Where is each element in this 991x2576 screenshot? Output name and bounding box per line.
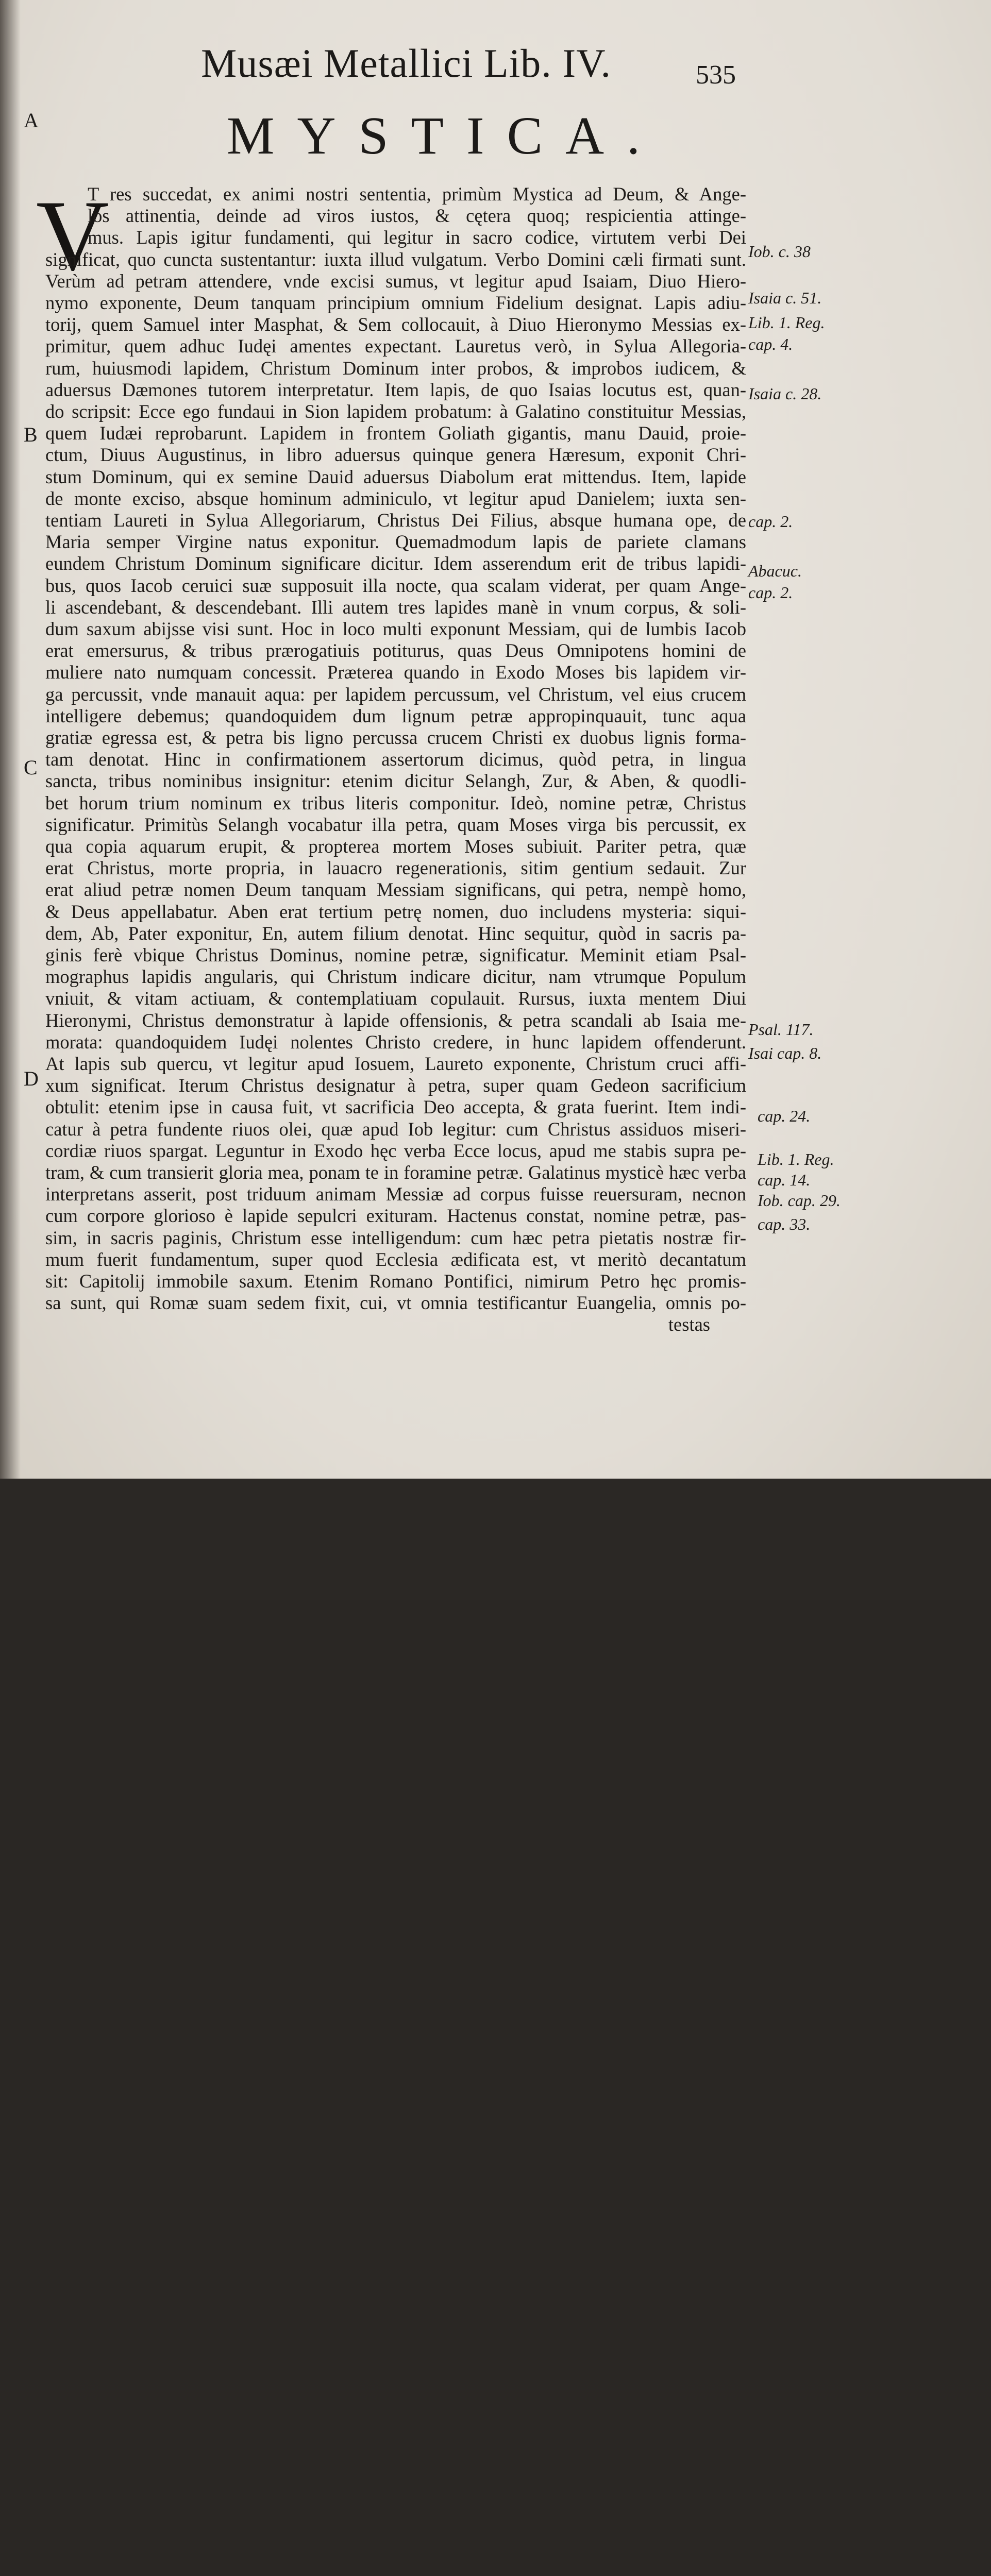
marginal-note: Iob. cap. 29. <box>758 1191 841 1210</box>
text-line: T res succedat, ex animi nostri sententia, primùm Mystica ad Deum, & Ange- <box>88 183 746 205</box>
text-line: Maria semper Virgine natus exponitur. Quemadmodum lapis de pariete clamans <box>45 531 746 553</box>
text-line: tentiam Laureti in Sylua Allegoriarum, Christus Dei Filius, absque humana ope, de <box>45 510 746 531</box>
marginal-note: Isaia c. 51. <box>748 289 822 307</box>
text-line: nymo exponente, Deum tanquam principium omnium Fidelium designat. Lapis adiu- <box>45 292 746 313</box>
text-line: bet horum trium nominum ex tribus literis componitur. Ideò, nomine petræ, Christus <box>45 792 746 814</box>
text-line: primitur, quem adhuc Iudęi amentes expectant. Lauretus verò, in Sylua Allegoria- <box>45 335 746 357</box>
text-line: sit: Capitolij immobile saxum. Etenim Romano Pontifici, nimirum Petro hęc promis- <box>45 1270 746 1292</box>
margin-letter-d: D <box>24 1067 39 1090</box>
text-line: sa sunt, qui Romæ suam sedem fixit, cui, vt omnia testificantur Euangelia, omnis po- <box>45 1292 746 1314</box>
footer-bar <box>0 1479 991 1600</box>
page-number: 535 <box>696 60 736 90</box>
text-line: stum Dominum, qui ex semine Dauid aduersus Diabolum erat mittendus. Item, lapide <box>45 466 746 487</box>
text-line: vniuit, & vitam actiuam, & contemplatiuam copulauit. Rursus, iuxta mentem Diui <box>45 988 746 1009</box>
text-line: qua copia aquarum erupit, & propterea mortem Moses subiuit. Pariter petra, quæ <box>45 836 746 857</box>
marginal-note: cap. 2. <box>748 583 793 602</box>
text-line: mum fuerit fundamentum, super quod Ecclesia ædificata est, vt meritò decantatum <box>45 1248 746 1270</box>
marginal-note: Psal. 117. <box>748 1020 814 1039</box>
text-line: & Deus appellabatur. Aben erat tertium petrę nomen, duo includens mysteria: siqui- <box>45 901 746 922</box>
text-line: ginis ferè vbique Christus Dominus, nomine petræ, significatur. Meminit etiam Psal- <box>45 944 746 965</box>
text-line: aduersus Dæmones tutorem interpretatur. Item lapis, de quo Isaias locutus est, quan- <box>45 379 746 400</box>
text-line: ga percussit, vnde manauit aqua: per lapidem percussum, vel Christum, vel eius crucem <box>45 683 746 705</box>
running-head: Musæi Metallici Lib. IV. <box>201 41 612 86</box>
marginal-note: Lib. 1. Reg. <box>758 1150 834 1168</box>
text-line: significatur. Primitùs Selangh vocabatur illa petra, quam Moses virga bis percussit, ex <box>45 814 746 835</box>
text-line: morata: quandoquidem Iudęi nolentes Christo credere, in hunc lapidem offenderunt. <box>45 1031 746 1053</box>
text-line: catur à petra fundente riuos olei, quæ apud Iob legitur: cum Christus assiduos miseri- <box>45 1118 746 1140</box>
text-line: intelligere debemus; quandoquidem dum lignum petræ appropinquauit, tunc aqua <box>45 705 746 726</box>
text-line: quem Iudæi reprobarunt. Lapidem in frontem Goliath gigantis, manu Dauid, proie- <box>45 422 746 444</box>
text-line: cum corpore glorioso è lapide sepulcri exituram. Hactenus constat, nomine petræ, pas- <box>45 1205 746 1227</box>
marginal-note: cap. 33. <box>758 1215 811 1233</box>
text-line: eundem Christum Dominum significare dicitur. Idem asserendum erit de tribus lapidi- <box>45 553 746 574</box>
text-line: ctum, Diuus Augustinus, in libro aduersus quinque genera Hæresum, exponit Chri- <box>45 444 746 466</box>
text-line: Hieronymi, Christus demonstratur à lapide offensionis, & petra scandali ab Isaia me- <box>45 1009 746 1031</box>
text-line: li ascendebant, & descendebant. Illi autem tres lapides manè in vnum corpus, & soli- <box>45 596 746 618</box>
marginal-note: Lib. 1. Reg. <box>748 313 825 332</box>
text-line: obtulit: etenim ipse in causa fuit, vt sacrificia Deo accepta, & grata fuerint. Item indi- <box>45 1096 746 1118</box>
drop-cap: V <box>36 180 109 292</box>
text-line: cordiæ riuos spargat. Leguntur in Exodo hęc verba Ecce locus, apud me stabis supra pe- <box>45 1140 746 1161</box>
text-line: testas <box>668 1314 710 1335</box>
text-line: los attinentia, deinde ad viros iustos, & cętera quoq; respicientia attinge- <box>88 205 746 227</box>
text-line: de monte exciso, absque hominum adminiculo, vt legitur apud Danielem; iuxta sen- <box>45 487 746 509</box>
text-line: significat, quo cuncta sustentantur: iuxta illud vulgatum. Verbo Domini cæli firmati sunt. <box>45 248 746 270</box>
text-line: sancta, tribus nominibus insignitur: etenim dicitur Selangh, Zur, & Aben, & quodli- <box>45 770 746 792</box>
text-line: gratiæ egressa est, & petra bis ligno percussa crucem Christi ex duobus lignis forma- <box>45 727 746 748</box>
text-line: do scripsit: Ecce ego fundaui in Sion lapidem probatum: à Galatino constituitur Messias, <box>45 401 746 422</box>
margin-letter-c: C <box>24 756 38 779</box>
marginal-note: cap. 2. <box>748 512 793 531</box>
text-line: sim, in sacris paginis, Christum esse intelligendum: cum hæc petra pietatis nostræ fir- <box>45 1227 746 1248</box>
text-line: muliere nato numquam concessit. Præterea quando in Exodo Moses bis lapidem vir- <box>45 662 746 683</box>
section-title: MYSTICA. <box>227 106 663 165</box>
text-line: tam denotat. Hinc in confirmationem assertorum dicimus, quòd petra, in lingua <box>45 749 746 770</box>
text-line: bus, quos Iacob ceruici suæ supposuit illa nocte, qua scalam viderat, per quam Ange- <box>45 574 746 596</box>
margin-letter-a: A <box>24 109 39 132</box>
text-line: mus. Lapis igitur fundamenti, qui legitur in sacro codice, virtutem verbi Dei <box>88 227 746 248</box>
text-line: Verùm ad petram attendere, vnde excisi sumus, vt legitur apud Isaiam, Diuo Hiero- <box>45 270 746 292</box>
text-line: rum, huiusmodi lapidem, Christum Dominum inter probos, & improbos iudicem, & <box>45 357 746 379</box>
text-line: dum saxum abijsse visi sunt. Hoc in loco multi exponunt Messiam, qui de lumbis Iacob <box>45 618 746 639</box>
text-line: torij, quem Samuel inter Masphat, & Sem collocauit, à Diuo Hieronymo Messias ex- <box>45 314 746 335</box>
marginal-note: Isai cap. 8. <box>748 1044 822 1062</box>
text-line: interpretans asserit, post triduum animam Messiæ ad corpus fuisse reuersuram, necnon <box>45 1183 746 1205</box>
text-line: erat aliud petræ nomen Deum tanquam Messiam significans, qui petra, nempè homo, <box>45 879 746 901</box>
marginal-note: Abacuc. <box>748 562 802 580</box>
text-line: dem, Ab, Pater exponitur, En, autem filium denotat. Hinc sequitur, quòd in sacris pa- <box>45 922 746 944</box>
marginal-note: cap. 14. <box>758 1171 811 1189</box>
marginal-note: Iob. c. 38 <box>748 242 811 261</box>
text-line: mographus lapidis angularis, qui Christum indicare dicitur, nam vtrumque Populum <box>45 966 746 988</box>
text-line: erat Christus, morte propria, in lauacro regenerationis, sitim gentium sedauit. Zur <box>45 857 746 879</box>
marginal-note: cap. 24. <box>758 1107 811 1125</box>
text-line: erat emersurus, & tribus prærogatiuis potiturus, quas Deus Omnipotens homini de <box>45 640 746 662</box>
text-line: tram, & cum transierit gloria mea, ponam te in foramine petræ. Galatinus mysticè hæc verba <box>45 1162 746 1183</box>
text-line: xum significat. Iterum Christus designatur à petra, super quam Gedeon sacrificium <box>45 1075 746 1096</box>
marginal-note: Isaia c. 28. <box>748 384 822 403</box>
text-line: At lapis sub quercu, vt legitur apud Iosuem, Laureto exponente, Christum cruci affi- <box>45 1053 746 1074</box>
marginal-note: cap. 4. <box>748 335 793 353</box>
margin-letter-b: B <box>24 423 38 446</box>
